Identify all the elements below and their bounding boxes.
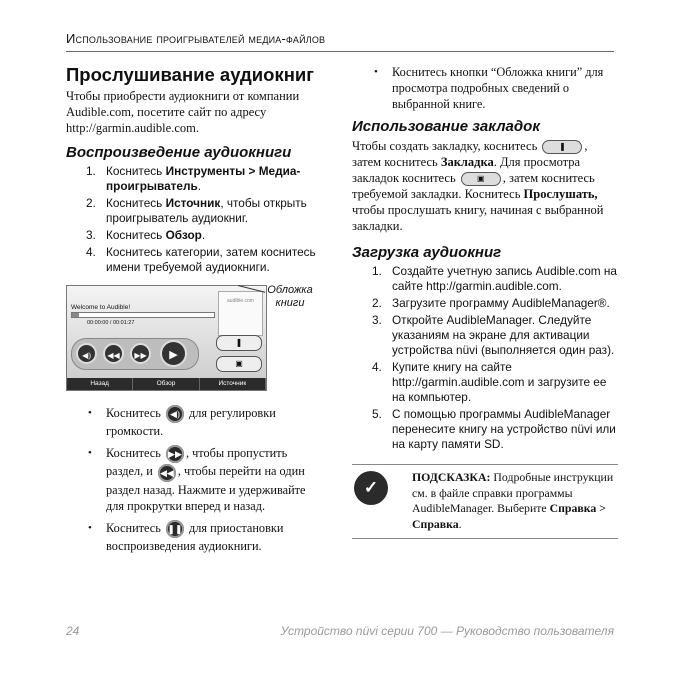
list-item: 3. Коснитесь Обзор. [86,228,206,242]
device-browse-button[interactable]: Обзор [133,378,199,390]
download-steps [352,264,618,452]
device-source-button[interactable]: Источник [200,378,266,390]
device-control-group [71,338,199,370]
footer-title: Устройство nüvi серии 700 — Руководство пользователя [280,624,614,638]
bookmark-icon: ❚ [542,140,582,154]
list-item: • Коснитесь ❚❚ для приостановки воспроизведения аудиокниги. [88,520,284,553]
intro-paragraph: Чтобы приобрести аудиокниги от компании Audible.com, посетите сайт по адресу http://garmin.audible.com. [66,89,300,135]
bookmarks-list-icon: ▣ [461,172,501,186]
list-item: 5. С помощью программы AudibleManager перенесите книгу на устройство nüvi или на карту памяти SD. [372,407,616,452]
pencil-check-icon: ✓ [354,471,388,505]
bookmarks-list-button[interactable]: ▣ [216,356,262,372]
cover-callout: Обложка книги [267,284,313,309]
play-steps [66,164,318,275]
rewind-icon[interactable]: ◀◀ [103,343,124,364]
fast-forward-icon: ▶▶ [166,445,184,463]
bookmarks-paragraph: Чтобы создать закладку, коснитесь ❚ , затем коснитесь Закладка. Для просмотра закладок коснитесь ▣ , затем коснитесь требуемой закладки. Коснитесь Прослушать, чтобы прослушать книгу, начиная с выбранной закладки. [352,139,604,234]
list-item: • Коснитесь ▶▶ , чтобы пропустить раздел, и ◀◀ , чтобы перейти на один раздел назад. Нажмите и удерживайте для прокрутки вперед и назад. [88,446,306,513]
subsection-title-bookmarks: Использование закладок [352,118,540,135]
list-item: • Коснитесь ◀) для регулировки громкости. [88,406,276,439]
device-welcome-text: Welcome to Audible! [71,304,131,311]
header-rule [66,51,614,52]
subsection-title-play: Воспроизведение аудиокниги [66,144,292,161]
page-number: 24 [66,624,80,638]
running-header: Использование проигрывателей медиа-файлов [66,31,326,46]
pause-icon: ❚❚ [166,520,184,538]
device-back-button[interactable]: Назад [67,378,133,390]
bookmark-button[interactable]: ❚ [216,335,262,351]
device-tab-bar [67,378,266,390]
cover-bullet [352,64,618,112]
list-item: 4. Коснитесь категории, затем коснитесь имени требуемой аудиокниги. [86,245,316,274]
list-item: 2. Коснитесь Источник, чтобы открыть проигрыватель аудиокниг. [86,196,307,225]
list-item: • Коснитесь кнопки “Обложка книги” для просмотра подробных сведений о выбранной книге. [374,65,604,111]
fast-forward-icon[interactable]: ▶▶ [130,343,151,364]
device-screenshot [66,285,267,391]
play-icon[interactable]: ▶ [160,340,187,367]
device-progress-fill [72,313,79,317]
list-item: 2. Загрузите программу AudibleManager®. [372,296,610,311]
list-item: 1. Создайте учетную запись Audible.com на сайте http://garmin.audible.com. [372,264,617,294]
section-title: Прослушивание аудиокниг [66,64,314,85]
list-item: 1. Коснитесь Инструменты > Медиа-проигрыватель. [86,164,301,193]
tip-box [352,464,618,539]
device-progress-bar [71,312,215,318]
subsection-title-download: Загрузка аудиокниг [352,244,502,262]
right-column [352,64,618,539]
volume-icon[interactable]: ◀) [76,343,97,364]
control-bullets [66,405,318,554]
device-time-readout: 00:00:00 / 00:01:27 [87,320,135,326]
tip-text: ПОДСКАЗКА: Подробные инструкции см. в файле справки программы AudibleManager. Выберите Справка > Справка. [412,470,614,531]
book-cover-button[interactable]: audible.com [218,291,263,336]
list-item: 3. Откройте AudibleManager. Следуйте указаниям на экране для активации устройства nüvi (выполняется один раз). [372,313,615,358]
list-item: 4. Купите книгу на сайте http://garmin.audible.com и загрузите ее на компьютер. [372,360,607,405]
volume-icon: ◀) [166,405,184,423]
rewind-icon: ◀◀ [158,464,176,482]
